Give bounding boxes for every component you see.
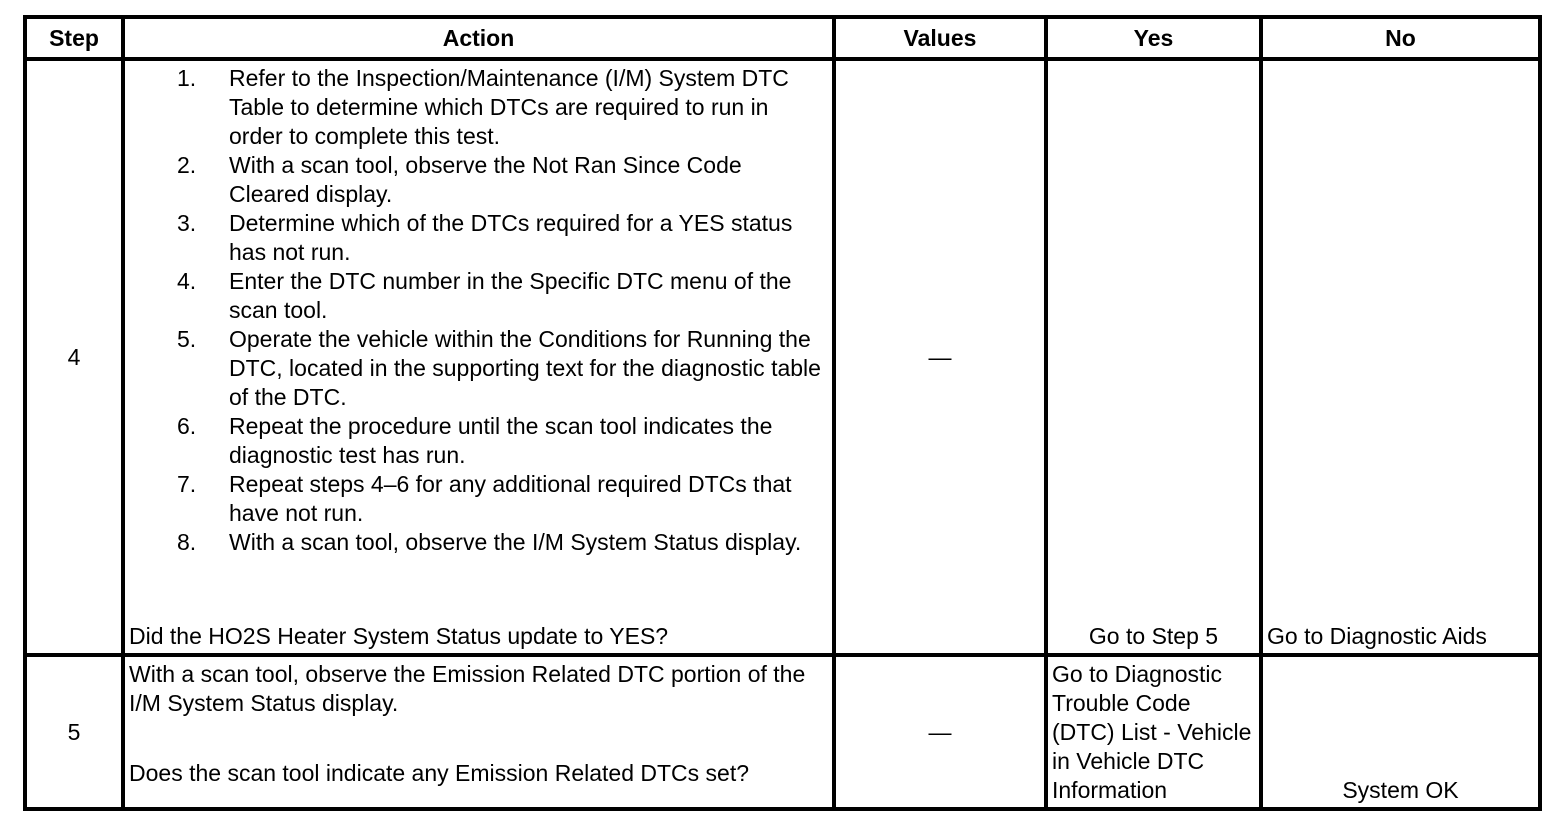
yes-cell: [1046, 59, 1261, 655]
no-cell: [1261, 655, 1540, 809]
table-row-step-4: [25, 59, 1540, 655]
list-item: 8. With a scan tool, observe the I/M System Status display.: [177, 529, 802, 555]
header-no: No: [1261, 17, 1540, 59]
list-item: 2. With a scan tool, observe the Not Ran Since Code Cleared display.: [177, 152, 742, 207]
no-cell: [1261, 59, 1540, 655]
action-cell: [123, 655, 834, 809]
step-number: 5: [25, 655, 123, 809]
header-action: Action: [123, 17, 834, 59]
list-item: 1. Refer to the Inspection/Maintenance (I/M) System DTC Table to determine which DTCs are required to run in order to complete this test.: [177, 65, 789, 149]
list-item: 3. Determine which of the DTCs required for a YES status has not run.: [177, 210, 793, 265]
action-cell: [123, 59, 834, 655]
diagnostic-table: [23, 15, 1542, 811]
step-number: 4: [25, 59, 123, 655]
action-step-list: [177, 64, 824, 557]
header-row: [25, 17, 1540, 59]
header-yes: Yes: [1046, 17, 1261, 59]
no-result: System OK: [1342, 777, 1459, 803]
values-cell: —: [834, 655, 1046, 809]
step-question: Does the scan tool indicate any Emission Related DTCs set?: [129, 760, 750, 786]
yes-cell: [1046, 655, 1261, 809]
header-values: Values: [834, 17, 1046, 59]
step-question: Did the HO2S Heater System Status update to YES?: [129, 623, 669, 649]
table-row-step-5: [25, 655, 1540, 809]
list-item: 7. Repeat steps 4–6 for any additional required DTCs that have not run.: [177, 471, 792, 526]
values-cell: —: [834, 59, 1046, 655]
list-item: 4. Enter the DTC number in the Specific DTC menu of the scan tool.: [177, 268, 792, 323]
yes-result: Go to Step 5: [1088, 623, 1219, 649]
action-text: With a scan tool, observe the Emission Related DTC portion of the I/M System Status display.: [129, 661, 806, 716]
yes-result: Go to Diagnostic Trouble Code (DTC) List - Vehicle in Vehicle DTC Information: [1052, 661, 1252, 803]
no-result: Go to Diagnostic Aids: [1267, 623, 1487, 649]
list-item: 5. Operate the vehicle within the Conditions for Running the DTC, located in the supporting text for the diagnostic table of the DTC.: [177, 326, 821, 410]
list-item: 6. Repeat the procedure until the scan tool indicates the diagnostic test has run.: [177, 413, 773, 468]
header-step: Step: [25, 17, 123, 59]
